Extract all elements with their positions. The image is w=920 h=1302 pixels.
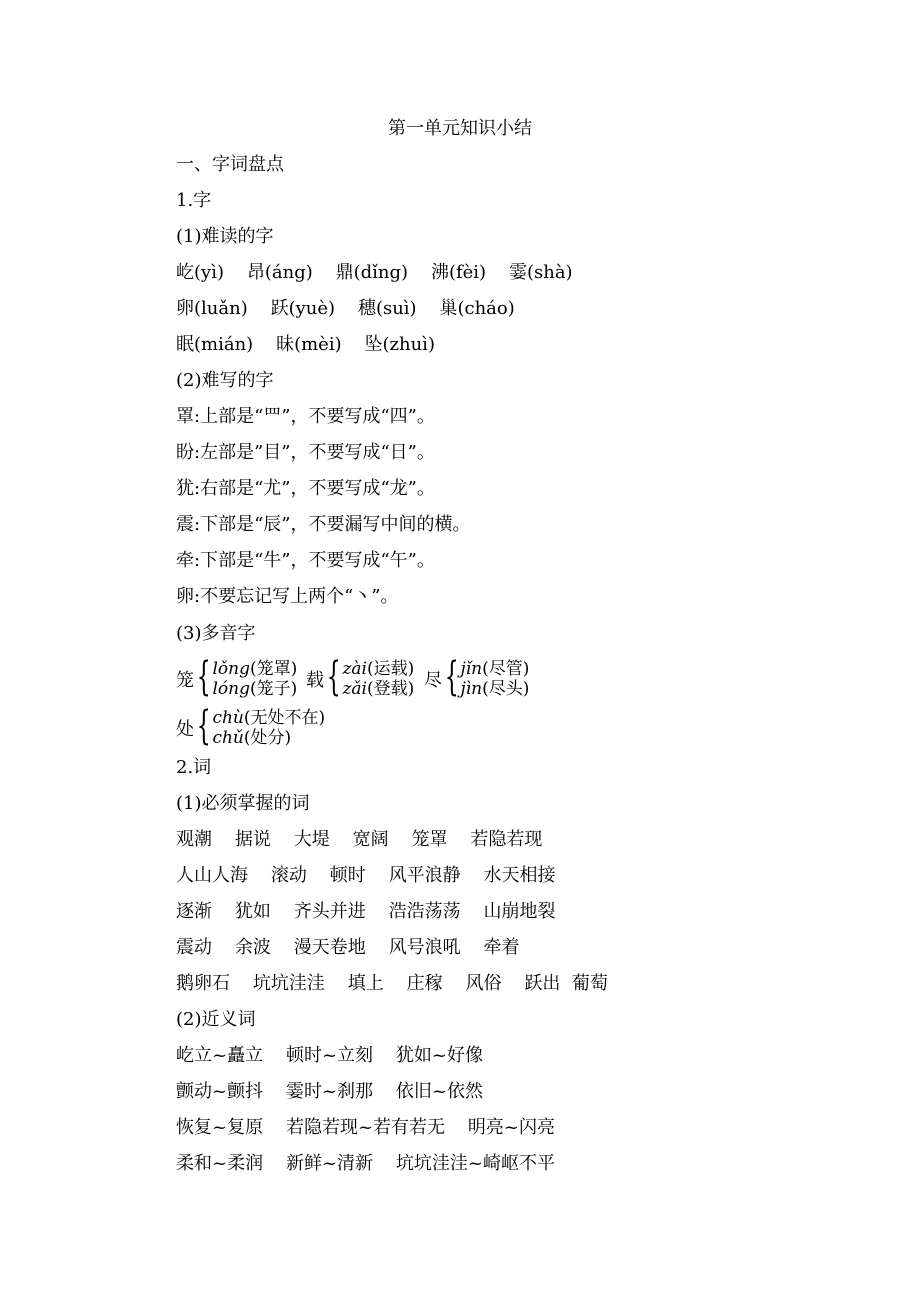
pinyin: lǒng [212, 659, 250, 679]
section-heading: 一、字词盘点 [176, 154, 284, 175]
pinyin: lóng [212, 679, 250, 699]
example-word: (尽头) [482, 679, 530, 699]
word-line: 人山人海 滚动 顿时 风平浪静 水天相接 [176, 865, 556, 886]
brace-symbol: { [196, 703, 211, 749]
hard-read-line: 屹(yì) 昂(áng) 鼎(dǐng) 沸(fèi) 霎(shà) [176, 262, 573, 283]
pinyin: zài [342, 659, 367, 679]
subsection-heading: (2)近义词 [176, 1009, 256, 1030]
subsection-heading: (3)多音字 [176, 623, 256, 644]
brace-symbol: { [326, 654, 341, 700]
hard-write-line: 盼:左部是”目”，不要写成“日”。 [176, 442, 435, 463]
example-word: (运载) [366, 659, 415, 679]
word-line: 观潮 据说 大堤 宽阔 笼罩 若隐若现 [176, 829, 543, 850]
polyphone-char: 处 [176, 719, 194, 740]
hard-write-line: 犹:右部是“尤”，不要写成“龙”。 [176, 478, 435, 499]
example-word: (处分) [243, 728, 292, 748]
polyphone-char: 尽 [424, 670, 442, 691]
subsection-heading: (2)难写的字 [176, 370, 274, 391]
pinyin: jǐn [460, 659, 483, 679]
example-word: (登载) [366, 679, 415, 699]
subsection-heading: (1)难读的字 [176, 226, 274, 247]
hard-read-line: 卵(luǎn) 跃(yuè) 穗(suì) 巢(cháo) [176, 298, 515, 319]
polyphone-group [176, 654, 298, 701]
polyphone-option [342, 679, 414, 699]
brace-symbol: { [196, 654, 211, 700]
polyphone-option [212, 708, 325, 728]
synonym-line: 柔和~柔润 新鲜~清新 坑坑洼洼~崎岖不平 [176, 1153, 556, 1174]
word-line: 鹅卵石 坑坑洼洼 填上 庄稼 风俗 跃出 葡萄 [176, 973, 608, 994]
word-line: 震动 余波 漫天卷地 风号浪吼 牵着 [176, 937, 520, 958]
polyphone-option [460, 659, 529, 679]
polyphone-option [212, 728, 325, 748]
example-word: (无处不在) [243, 708, 326, 728]
polyphone-char: 笼 [176, 670, 194, 691]
example-word: (笼子) [249, 679, 298, 699]
synonym-line: 恢复~复原 若隐若现~若有若无 明亮~闪亮 [176, 1117, 556, 1138]
pinyin: zǎi [342, 679, 367, 699]
hard-write-line: 罩:上部是“罒”，不要写成“四”。 [176, 406, 435, 427]
subsection-heading: 1.字 [176, 190, 212, 211]
hard-write-line: 卵:不要忘记写上两个“丶”。 [176, 586, 399, 607]
hard-read-line: 眠(mián) 昧(mèi) 坠(zhuì) [176, 334, 435, 355]
example-word: (尽管) [482, 659, 530, 679]
example-word: (笼罩) [249, 659, 298, 679]
polyphone-option [212, 679, 297, 699]
pinyin: jìn [460, 679, 483, 699]
polyphone-group [176, 703, 326, 750]
word-line: 逐渐 犹如 齐头并进 浩浩荡荡 山崩地裂 [176, 901, 556, 922]
pinyin: chù [212, 708, 244, 728]
polyphone-char: 载 [306, 670, 324, 691]
synonym-line: 屹立~矗立 顿时~立刻 犹如~好像 [176, 1045, 484, 1066]
hard-write-line: 震:下部是“辰”，不要漏写中间的横。 [176, 514, 471, 535]
polyphone-group [306, 654, 415, 701]
polyphone-group [424, 654, 530, 701]
pinyin: chǔ [212, 728, 244, 748]
subsection-heading: (1)必须掌握的词 [176, 793, 310, 814]
synonym-line: 颤动~颤抖 霎时~刹那 依旧~依然 [176, 1081, 484, 1102]
polyphone-option [342, 659, 414, 679]
polyphone-option [212, 659, 297, 679]
page-title: 第一单元知识小结 [388, 118, 532, 139]
brace-symbol: { [444, 654, 459, 700]
polyphone-option [460, 679, 529, 699]
subsection-heading: 2.词 [176, 757, 212, 778]
hard-write-line: 牵:下部是“牛”，不要写成“午”。 [176, 550, 435, 571]
